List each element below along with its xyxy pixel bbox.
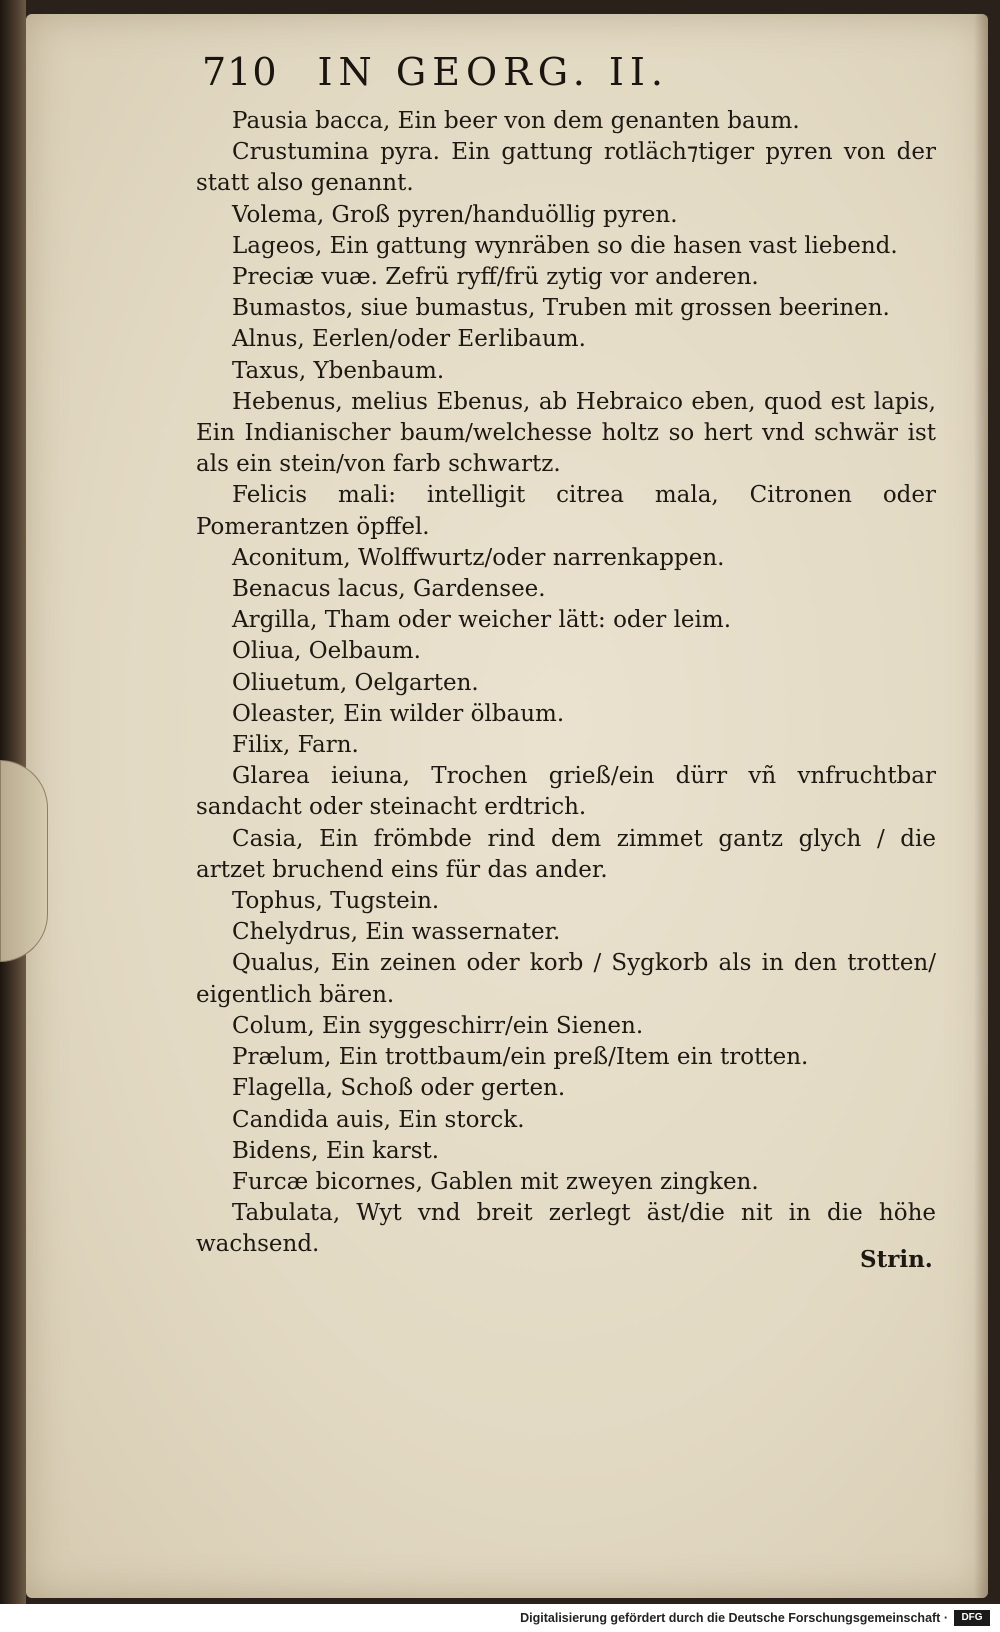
entry: Filix, Farn. (232, 732, 359, 759)
running-header (202, 50, 822, 110)
entry: Tabulata, Wyt vnd breit zerlegt äst/die nit in die höhe wachsend. (196, 1200, 936, 1258)
entry: Pausia bacca, Ein beer von dem genanten baum. (232, 108, 800, 134)
entry: Bidens, Ein karst. (232, 1137, 440, 1164)
entry: Glarea ieiuna, Trochen grieß/ein dürr vñ vnfruchtbar sandacht oder steinacht erdtrich. (196, 763, 936, 821)
entry: Hebenus, melius Ebenus, ab Hebraico eben, quod est lapis, Ein Indianischer baum/welchesse holtz so hert vnd schwär ist als ein stein/von farb schwartz. (196, 388, 936, 478)
entry: Tophus, Tugstein. (232, 888, 440, 915)
entry: Colum, Ein syggeschirr/ein Sienen. (232, 1012, 644, 1039)
entry: Bumastos, siue bumastus, Truben mit grossen beerinen. (232, 295, 890, 322)
running-title: IN GEORG. II. (317, 50, 669, 94)
glossary-text (196, 106, 936, 1261)
dfg-logo: DFG (954, 1610, 990, 1626)
entry: Prælum, Ein trottbaum/ein preß/Item ein trotten. (232, 1044, 809, 1071)
entry: Casia, Ein frömbde rind dem zimmet gantz glych / die artzet bruchend eins für das ander. (196, 825, 936, 883)
entry: Volema, Groß pyren/handuöllig pyren. (232, 201, 678, 228)
entry: Crustumina pyra. Ein gattung rotläch⁊tiger pyren von der statt also genannt. (196, 139, 936, 197)
entry: Lageos, Ein gattung wynräben so die hasen vast liebend. (232, 232, 898, 259)
entry: Qualus, Ein zeinen oder korb / Sygkorb als in den trotten/ eigentlich bären. (196, 950, 936, 1008)
entry: Alnus, Eerlen/oder Eerlibaum. (232, 326, 586, 353)
entry: Oliua, Oelbaum. (232, 638, 421, 665)
catchword: Strin. (860, 1246, 933, 1273)
digitization-footer (0, 1604, 1000, 1632)
entry: Aconitum, Wolffwurtz/oder narrenkappen. (232, 544, 725, 571)
entry: Preciæ vuæ. Zefrü ryff/frü zytig vor anderen. (232, 264, 759, 291)
page-tab (0, 760, 48, 962)
page-edge (974, 14, 988, 1598)
entry: Candida auis, Ein storck. (232, 1106, 525, 1133)
page-number: 710 (202, 50, 278, 94)
entry: Flagella, Schoß oder gerten. (232, 1075, 566, 1102)
entry: Furcæ bicornes, Gablen mit zweyen zingken. (232, 1168, 759, 1195)
entry: Oliuetum, Oelgarten. (232, 669, 479, 696)
entry: Benacus lacus, Gardensee. (232, 576, 546, 603)
funding-credit: Digitalisierung gefördert durch die Deutsche Forschungsgemeinschaft · (520, 1611, 948, 1625)
entry: Chelydrus, Ein wassernater. (232, 919, 561, 946)
entry: Argilla, Tham oder weicher lätt: oder leim. (232, 607, 732, 634)
entry: Oleaster, Ein wilder ölbaum. (232, 700, 565, 727)
entry: Felicis mali: intelligit citrea mala, Citronen oder Pomerantzen öpffel. (196, 482, 936, 540)
entry: Taxus, Ybenbaum. (232, 357, 445, 384)
